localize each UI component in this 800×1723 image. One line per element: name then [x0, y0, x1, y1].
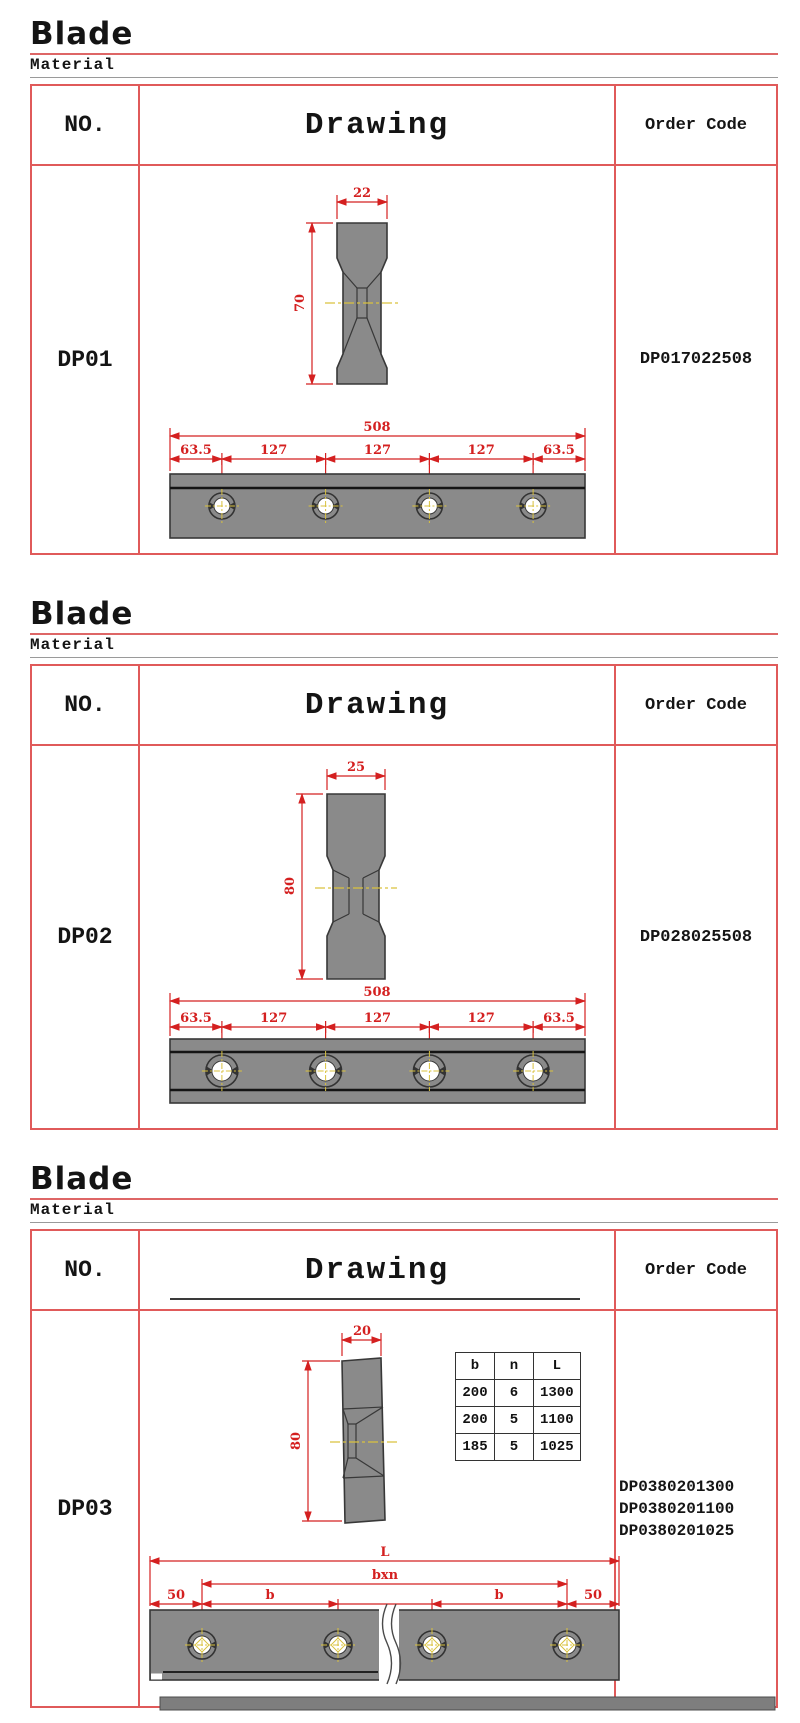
segment-label: 63.5 [180, 443, 212, 458]
height-dim-label: 70 [293, 293, 308, 313]
segment-label: 50 [583, 1588, 603, 1603]
segment-label: 127 [467, 1011, 495, 1026]
size-col-header: L [534, 1353, 581, 1380]
side-view [170, 985, 585, 1103]
size-cell: 200 [456, 1380, 495, 1407]
material-underline [30, 1222, 778, 1223]
side-view [170, 420, 585, 538]
spec-table [30, 664, 778, 1130]
cross-section-view [293, 186, 399, 384]
order-code: DP0380201100 [619, 1499, 735, 1518]
part-number: DP03 [32, 1311, 140, 1706]
col-header-order: Order Code [616, 666, 776, 746]
material-label: Material [30, 1201, 115, 1219]
blade-section-2 [30, 595, 778, 1130]
drawing-header-underline [170, 1298, 580, 1300]
drawing-header-text: Drawing [304, 1252, 450, 1288]
segment-label: 63.5 [543, 1011, 575, 1026]
blade-drawing-dp02 [140, 746, 614, 1128]
size-col-header: b [456, 1353, 495, 1380]
segment-label: b [265, 1588, 275, 1603]
section-title: Blade [30, 16, 134, 52]
material-underline [30, 657, 778, 658]
size-cell: 5 [495, 1434, 534, 1461]
total-length-label: 508 [363, 985, 391, 1000]
height-dim-label: 80 [283, 876, 298, 896]
bxn-dim-label: bxn [371, 1568, 399, 1583]
total-length-label: L [380, 1545, 390, 1560]
total-length-label: 508 [363, 420, 391, 435]
spec-table [30, 84, 778, 555]
drawing-cell [140, 1311, 616, 1706]
material-label: Material [30, 56, 115, 74]
part-number: DP02 [32, 746, 140, 1128]
width-dim-label: 20 [352, 1324, 372, 1339]
segment-label: 63.5 [180, 1011, 212, 1026]
order-code: DP028025508 [639, 927, 753, 947]
segment-label: 127 [363, 443, 392, 458]
col-header-drawing: Drawing [140, 666, 616, 746]
part-number: DP01 [32, 166, 140, 553]
drawing-cell [140, 166, 616, 553]
width-dim-label: 25 [346, 760, 366, 775]
col-header-drawing: Drawing [140, 86, 616, 166]
segment-label: 127 [260, 443, 288, 458]
col-header-drawing [140, 1231, 616, 1311]
order-code-list [616, 1311, 776, 1706]
material-underline [30, 77, 778, 78]
segment-label: 127 [363, 1011, 392, 1026]
section-title: Blade [30, 1161, 134, 1197]
blade-section-3 [30, 1160, 778, 1708]
segment-label: b [494, 1588, 504, 1603]
height-dim-label: 80 [289, 1431, 304, 1451]
col-header-order: Order Code [616, 86, 776, 166]
blade-section-1 [30, 15, 778, 555]
spec-table [30, 1229, 778, 1708]
size-cell: 6 [495, 1380, 534, 1407]
segment-label: 50 [166, 1588, 186, 1603]
col-header-no: NO. [32, 666, 140, 746]
cross-section-view [283, 760, 397, 979]
cross-section-view [289, 1324, 398, 1523]
col-header-no: NO. [32, 1231, 140, 1311]
width-dim-label: 22 [352, 186, 372, 201]
size-cell: 200 [456, 1407, 495, 1434]
col-header-order: Order Code [616, 1231, 776, 1311]
segment-label: 127 [467, 443, 495, 458]
blade-drawing-dp01 [140, 166, 614, 553]
size-cell: 1300 [534, 1380, 581, 1407]
size-options-table [455, 1352, 581, 1461]
size-cell: 1100 [534, 1407, 581, 1434]
section-title: Blade [30, 596, 134, 632]
order-code: DP0380201025 [619, 1521, 735, 1540]
order-code: DP0380201300 [619, 1477, 735, 1496]
size-cell: 1025 [534, 1434, 581, 1461]
segment-label: 63.5 [543, 443, 575, 458]
drawing-cell [140, 746, 616, 1128]
size-col-header: n [495, 1353, 534, 1380]
order-code: DP017022508 [639, 350, 753, 369]
segment-label: 127 [260, 1011, 288, 1026]
material-label: Material [30, 636, 115, 654]
size-cell: 5 [495, 1407, 534, 1434]
col-header-no: NO. [32, 86, 140, 166]
size-cell: 185 [456, 1434, 495, 1461]
